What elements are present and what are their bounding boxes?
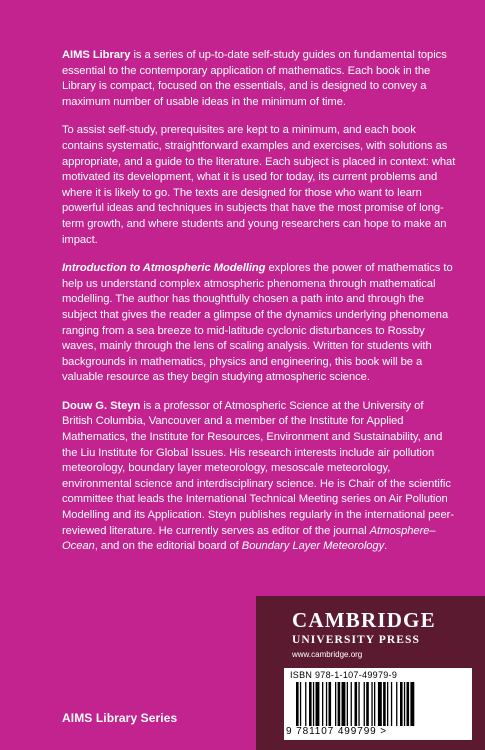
barcode-bar [366, 682, 369, 726]
barcode-bar [300, 682, 301, 726]
journal-name-2: Boundary Layer Meteorology [241, 540, 385, 553]
barcode [284, 668, 472, 740]
author-bio-text: is a professor of Atmospheric Science at the University of British Columbia, Vancouver and a member of the Institute for Applied Mathematics, the Institute for Resources, Environment and Sustainability, and the Liu Institute for Global Issues. His research interests include air pollution meteorology, boundary layer meteorology, mesoscale meteorology, environmental science and interdisciplinary science. He is Chair of the scientific committee that leads the International Technical Meeting series on Air Pollution Modelling and its Application. Steyn publishes regularly in the international peer-reviewed literature. He currently serves as editor of the journal [62, 399, 455, 537]
barcode-bar [410, 682, 414, 726]
barcode-bar [305, 682, 306, 726]
barcode-bar [355, 682, 358, 726]
intro-paragraph [62, 48, 457, 110]
publisher-subname: UNIVERSITY PRESS [292, 634, 421, 646]
barcode-bar [316, 682, 320, 726]
book-description-paragraph [62, 261, 457, 386]
publisher-url: www.cambridge.org [292, 650, 363, 659]
barcode-bar [322, 682, 323, 726]
book-title: Introduction to Atmospheric Modelling [62, 262, 266, 275]
barcode-bar [391, 682, 392, 726]
barcode-bar [351, 682, 352, 726]
barcode-bar [400, 682, 403, 726]
barcode-bar [326, 682, 327, 726]
barcode-bar [329, 682, 332, 726]
barcode-bar [396, 682, 397, 726]
barcode-digits: 9 781107 499799 > [286, 726, 388, 737]
series-label: AIMS Library Series [62, 711, 178, 725]
barcode-bar [342, 682, 346, 726]
author-bio-middle: , and on the editorial board of [94, 540, 242, 553]
barcode-bars [296, 682, 462, 726]
barcode-bar [387, 682, 388, 726]
barcode-bar [378, 682, 382, 726]
barcode-bar [404, 682, 405, 726]
barcode-bar [371, 682, 372, 726]
self-study-paragraph: To assist self-study, prerequisites are kept to a minimum, and each book contains systematic, straightforward examples and exercises, with solutions as appropriate, and a guide to the literature. Each subject is placed in context: what motivated its development, what it is used for today, its current problems and where it is likely to go. The texts are designed for those who want to learn powerful ideas and techniques in subjects that have the most promise of long-term growth, and where students and young researchers can hope to make an impact. [62, 124, 456, 246]
publisher-panel [256, 596, 485, 750]
barcode-bar [358, 682, 359, 726]
author-bio-end: . [384, 540, 388, 553]
book-description-text: explores the power of mathematics to help us understand complex atmospheric phenomena through mathematical modelling. The author has thoughtfully chosen a path into and through the subject that gives the reader a glimpse of the dynamics underlying phenomena ranging from a sea breeze to mid-latitude cyclonic disturbances to Rossby waves, mainly through the lens of scaling analysis. Written for students with backgrounds in mathematics, physics and engineering, this book will be a valuable resource as they begin studying atmospheric science. [62, 262, 453, 384]
author-bio-paragraph [62, 399, 457, 555]
barcode-bar [338, 682, 341, 726]
journal-name: Atmosphere–Ocean [62, 524, 436, 553]
author-name: Douw G. Steyn [62, 399, 141, 412]
barcode-bar [335, 682, 336, 726]
barcode-bar [383, 682, 386, 726]
back-cover-text [62, 48, 457, 568]
barcode-bar [296, 682, 299, 726]
barcode-bar [364, 682, 365, 726]
barcode-bar [347, 682, 348, 726]
library-name: AIMS Library [62, 49, 131, 61]
isbn-label: ISBN 978-1-107-49979-9 [290, 670, 398, 680]
barcode-bar [313, 682, 314, 726]
barcode-bar [309, 682, 312, 726]
barcode-bar [407, 682, 410, 726]
publisher-logo-name: CAMBRIDGE [292, 608, 436, 632]
barcode-bar [374, 682, 375, 726]
intro-text: is a series of up-to-date self-study guides on fundamental topics essential to the contemporary application of mathematics. Each book in the Library is compact, focused on the essentials, and is designed to convey a maximum number of usable ideas in the minimum of time. [62, 49, 447, 108]
